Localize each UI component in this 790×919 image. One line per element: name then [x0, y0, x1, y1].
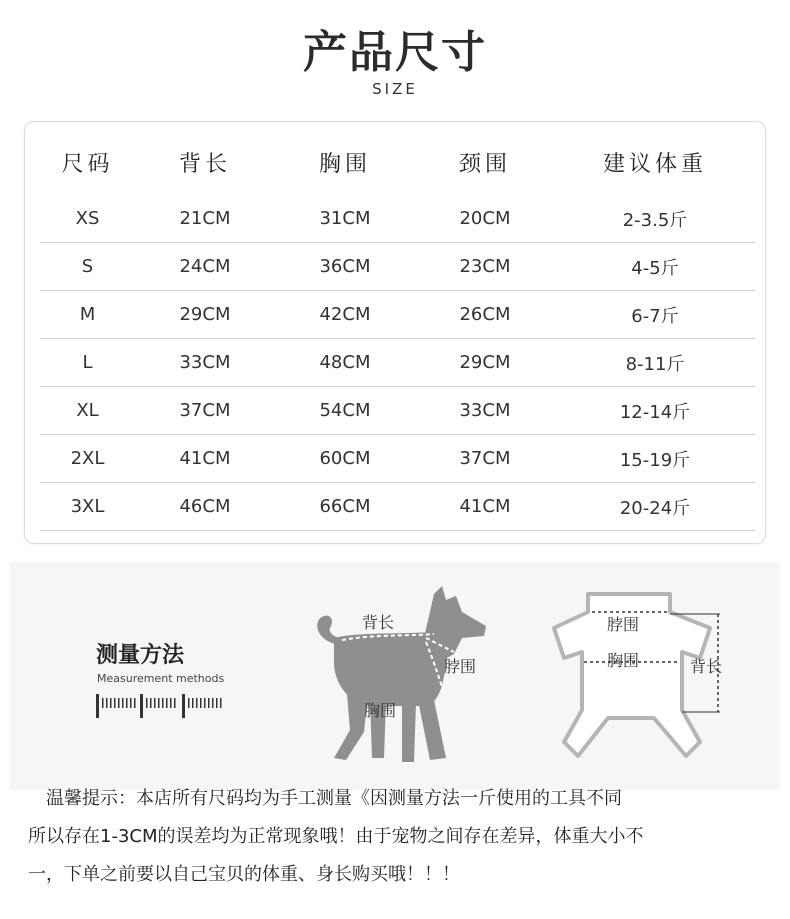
header-back-length: 背长 [178, 152, 231, 177]
table-row [40, 435, 755, 483]
size-chart-card [24, 121, 766, 544]
dog-label-chest: 胸围 [364, 701, 397, 720]
cell-chest: 60CM [275, 435, 415, 483]
table-row [40, 483, 755, 531]
cell-neck: 33CM [415, 387, 555, 435]
note-line-1: 温馨提示：本店所有尺码均为手工测量《因测量方法一斤使用的工具不同 [46, 788, 622, 809]
cell-back-length: 41CM [135, 435, 275, 483]
cell-size: 3XL [40, 483, 135, 531]
ruler-icon [96, 690, 236, 720]
garment-label-chest: 胸围 [607, 651, 640, 670]
cell-neck: 26CM [415, 291, 555, 339]
dog-label-neck: 脖围 [444, 657, 477, 676]
cell-weight: 12-14斤 [555, 387, 755, 435]
header-size: 尺码 [61, 152, 114, 177]
cell-neck: 37CM [415, 435, 555, 483]
table-row [40, 195, 755, 243]
size-note [28, 780, 768, 894]
cell-size: L [40, 339, 135, 387]
measurement-title: 测量方法 [96, 643, 185, 668]
garment-label-neck: 脖围 [607, 615, 640, 634]
table-row [40, 243, 755, 291]
garment-measurement-diagram [550, 582, 750, 772]
cell-weight: 2-3.5斤 [555, 195, 755, 243]
garment-label-back-length: 背长 [690, 657, 723, 676]
header-neck: 颈围 [458, 152, 511, 177]
cell-back-length: 37CM [135, 387, 275, 435]
table-row [40, 291, 755, 339]
table-header-row [40, 147, 755, 195]
cell-chest: 48CM [275, 339, 415, 387]
size-table [40, 147, 755, 531]
cell-chest: 31CM [275, 195, 415, 243]
cell-neck: 23CM [415, 243, 555, 291]
cell-neck: 29CM [415, 339, 555, 387]
cell-size: 2XL [40, 435, 135, 483]
cell-size: M [40, 291, 135, 339]
page-subtitle: SIZE [372, 80, 418, 98]
cell-weight: 8-11斤 [555, 339, 755, 387]
page-title: 产品尺寸 [303, 27, 487, 78]
cell-chest: 36CM [275, 243, 415, 291]
cell-neck: 20CM [415, 195, 555, 243]
cell-neck: 41CM [415, 483, 555, 531]
measurement-panel [10, 562, 780, 790]
cell-weight: 20-24斤 [555, 483, 755, 531]
note-line-3: 一，下单之前要以自己宝贝的体重、身长购买哦！！！ [28, 864, 460, 885]
dog-measurement-diagram [306, 582, 516, 772]
cell-size: XL [40, 387, 135, 435]
cell-weight: 15-19斤 [555, 435, 755, 483]
table-row [40, 339, 755, 387]
cell-weight: 4-5斤 [555, 243, 755, 291]
cell-chest: 54CM [275, 387, 415, 435]
cell-back-length: 29CM [135, 291, 275, 339]
cell-back-length: 21CM [135, 195, 275, 243]
table-row [40, 387, 755, 435]
cell-back-length: 46CM [135, 483, 275, 531]
cell-back-length: 33CM [135, 339, 275, 387]
cell-chest: 42CM [275, 291, 415, 339]
cell-back-length: 24CM [135, 243, 275, 291]
measurement-subtitle: Measurement methods [97, 672, 225, 685]
note-line-2: 所以存在1-3CM的误差均为正常现象哦！由于宠物之间存在差异，体重大小不 [28, 826, 644, 847]
cell-weight: 6-7斤 [555, 291, 755, 339]
cell-chest: 66CM [275, 483, 415, 531]
header-weight: 建议体重 [602, 152, 707, 177]
cell-size: XS [40, 195, 135, 243]
dog-label-back-length: 背长 [362, 613, 395, 632]
header-chest: 胸围 [318, 152, 371, 177]
cell-size: S [40, 243, 135, 291]
